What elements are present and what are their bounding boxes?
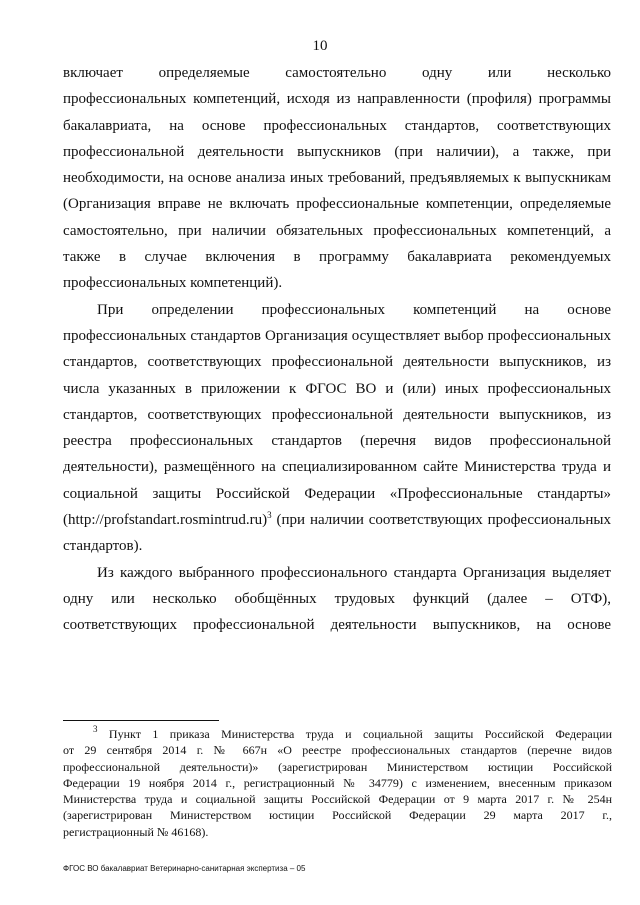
footnote-line: Министерства труда и социальной защиты Российской Федерации от 9 марта 2017 г. № 254н (63, 792, 612, 807)
footnote-line: регистрационный № 46168). (63, 824, 209, 839)
footnote-line: Федерации 19 ноября 2014 г., регистрационный № 34779) с изменением, внесенным приказом (63, 775, 612, 790)
text-line: деятельности), размещённого на специализированном сайте Министерства труда и (63, 459, 611, 476)
text-line: соответствующих профессиональной деятельности выпускников, на основе (63, 617, 611, 634)
text-line: профессиональной деятельности выпускников (при наличии), а также, при (63, 143, 611, 160)
footnote-separator (63, 720, 219, 721)
text-line: профессиональных компетенций). (63, 275, 283, 292)
text-line: также в случае включения в программу бакалавриата рекомендуемых (63, 249, 611, 266)
text-line: реестра профессиональных стандартов (перечня видов профессиональной (63, 433, 611, 450)
text-line: числа указанных в приложении к ФГОС ВО и (или) иных профессиональных (63, 380, 611, 397)
footnote-reference: 3 (267, 510, 272, 521)
paragraph (63, 60, 611, 297)
text-line: (Организация вправе не включать профессиональные компетенции, определяемые (63, 196, 611, 213)
text-line: включает определяемые самостоятельно одну или несколько (63, 65, 611, 81)
footnote-line: $^3$ Пункт 1 приказа Министерства труда и социальной защиты Российской Федерации (93, 724, 612, 741)
footnote-line: профессиональной деятельности)» (зарегистрирован Министерством юстиции Российской (63, 759, 612, 774)
footnote-marker: 3 (93, 724, 98, 734)
text-line: самостоятельно, при наличии обязательных профессиональных компетенций, а (63, 222, 611, 239)
text-line: социальной защиты Российской Федерации «Профессиональные стандарты» (63, 485, 611, 502)
main-text (63, 60, 611, 639)
text-line: (http://profstandart.rosmintrud.ru)$^3$ (при наличии соответствующих профессиональных (63, 510, 611, 529)
text-line: стандартов, соответствующих профессиональной деятельности выпускников, из (63, 354, 611, 371)
footnote-line: (зарегистрирован Министерством юстиции Российской Федерации 29 марта 2017 г., (63, 808, 612, 823)
footnote-line: от 29 сентября 2014 г. № 667н «О реестре профессиональных стандартов (перечне видов (63, 743, 612, 758)
text-line: одну или несколько обобщённых трудовых функций (далее – ОТФ), (63, 590, 611, 607)
paragraph (63, 560, 611, 639)
text-line: профессиональных компетенций, исходя из направленности (профиля) программы (63, 91, 611, 108)
page-footer: ФГОС ВО бакалавриат Ветеринарно-санитарная экспертиза – 05 (63, 864, 306, 873)
text-line: Из каждого выбранного профессионального стандарта Организация выделяет (97, 564, 611, 581)
text-line: При определении профессиональных компетенций на основе (97, 301, 611, 318)
text-line: профессиональных стандартов Организация осуществляет выбор профессиональных (63, 327, 611, 344)
paragraph (63, 297, 611, 560)
text-line: бакалавриата, на основе профессиональных стандартов, соответствующих (63, 117, 611, 134)
text-line: стандартов). (63, 538, 143, 555)
footnote (63, 726, 612, 840)
page-number: 10 (312, 38, 328, 54)
text-line: стандартов, соответствующих профессиональной деятельности выпускников, из (63, 406, 611, 423)
text-line: необходимости, на основе анализа иных требований, предъявляемых к выпускникам (63, 170, 611, 187)
